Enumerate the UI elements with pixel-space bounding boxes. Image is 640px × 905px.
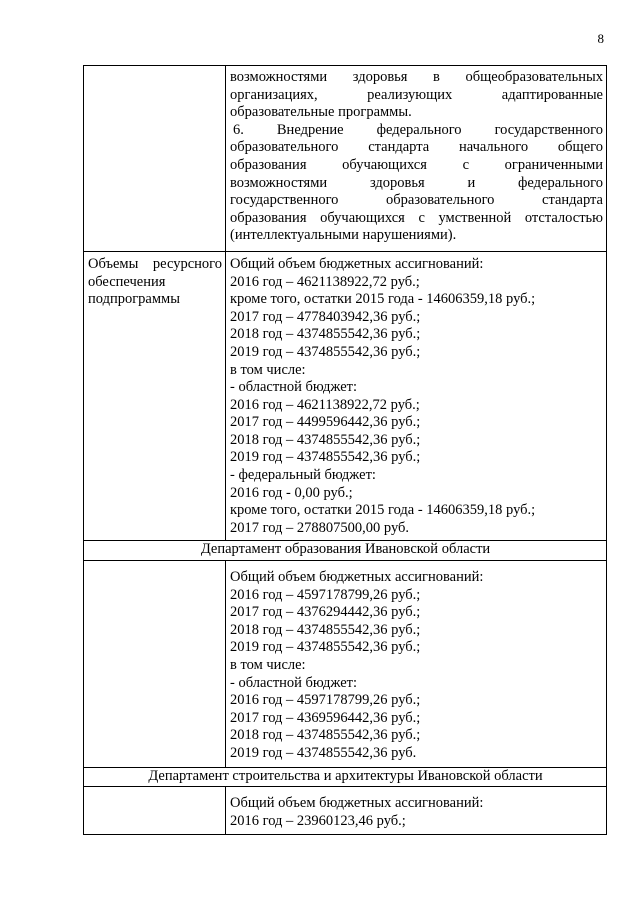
resources-text-cell	[226, 251, 607, 541]
text-line: - федеральный бюджет:	[230, 467, 376, 484]
text-line: 2017 год – 4778403942,36 руб.;	[230, 308, 421, 325]
table-row-measures	[84, 66, 607, 252]
text-line: возможностями здоровья и федерального	[230, 174, 603, 191]
text-line: Общий объем бюджетных ассигнований:	[230, 255, 484, 272]
text-line: Общий объем бюджетных ассигнований:	[230, 795, 484, 812]
education-funding-cell	[226, 561, 607, 768]
text-line: 2017 год – 278807500,00 руб.	[230, 519, 410, 536]
text-line: образовательного стандарта начального общего	[230, 139, 603, 156]
text-line: 2016 год – 23960123,46 руб.;	[230, 812, 406, 829]
construction-funding-cell	[226, 787, 607, 835]
text-line: возможностями здоровья в общеобразовательных	[230, 69, 603, 85]
text-line: 2016 год – 4597178799,26 руб.;	[230, 586, 421, 603]
text-line: 6. Внедрение федерального государственного	[233, 121, 603, 138]
table-row-construction-funding	[84, 787, 607, 835]
text-line: - областной бюджет:	[230, 379, 358, 396]
text-line: 2018 год – 4374855542,36 руб.;	[230, 431, 421, 448]
text-line: кроме того, остатки 2015 года - 14606359,18 руб.;	[230, 291, 536, 308]
label-line: Объемы ресурсного	[88, 255, 222, 272]
text-line: в том числе:	[230, 657, 306, 673]
text-line: 2016 год – 4621138922,72 руб.;	[230, 273, 420, 290]
text-line: 2016 год - 0,00 руб.;	[230, 484, 353, 501]
table-row-education-funding	[84, 561, 607, 768]
measures-text-cell	[226, 66, 607, 252]
empty-label-cell	[84, 66, 226, 252]
empty-label-cell	[84, 787, 226, 835]
text-line: образования обучающихся с умственной отсталостью	[230, 209, 603, 226]
text-line: 2017 год – 4499596442,36 руб.;	[230, 414, 421, 431]
text-line: государственного образовательного стандарта	[230, 192, 603, 209]
text-line: кроме того, остатки 2015 года - 14606359,18 руб.;	[230, 502, 536, 519]
label-line: подпрограммы	[88, 291, 180, 308]
text-line: образовательные программы.	[230, 104, 412, 121]
text-line: (интеллектуальными нарушениями).	[230, 227, 457, 244]
text-line: 2019 год – 4374855542,36 руб.	[230, 744, 417, 761]
table-row-resources	[84, 251, 607, 541]
text-line: 2018 год – 4374855542,36 руб.;	[230, 727, 421, 744]
text-line: - областной бюджет:	[230, 674, 358, 691]
text-line: 2018 год – 4374855542,36 руб.;	[230, 326, 421, 343]
text-line: в том числе:	[230, 361, 306, 378]
page-number: 8	[597, 31, 604, 46]
table-row-section-education	[84, 541, 607, 561]
text-line: 2016 год – 4597178799,26 руб.;	[230, 692, 421, 709]
text-line: Общий объем бюджетных ассигнований:	[230, 569, 484, 586]
text-line: 2019 год – 4374855542,36 руб.;	[230, 449, 421, 466]
text-line: 2017 год – 4369596442,36 руб.;	[230, 709, 421, 726]
text-line: 2019 год – 4374855542,36 руб.;	[230, 343, 421, 360]
text-line: 2019 год – 4374855542,36 руб.;	[230, 639, 421, 656]
text-line: образования обучающихся с ограниченными	[230, 156, 603, 173]
text-line: организациях, реализующих адаптированные	[230, 86, 603, 103]
text-line: 2016 год – 4621138922,72 руб.;	[230, 396, 420, 413]
subprogram-passport-table	[83, 65, 607, 835]
text-line: 2017 год – 4376294442,36 руб.;	[230, 604, 421, 621]
table-row-section-construction	[84, 767, 607, 787]
resources-label-cell	[84, 251, 226, 541]
text-line: 2018 год – 4374855542,36 руб.;	[230, 621, 421, 638]
empty-label-cell	[84, 561, 226, 768]
label-line: обеспечения	[88, 273, 166, 290]
section-heading-education: Департамент образования Ивановской области	[84, 541, 607, 561]
section-heading-construction: Департамент строительства и архитектуры Ивановской области	[84, 767, 607, 787]
